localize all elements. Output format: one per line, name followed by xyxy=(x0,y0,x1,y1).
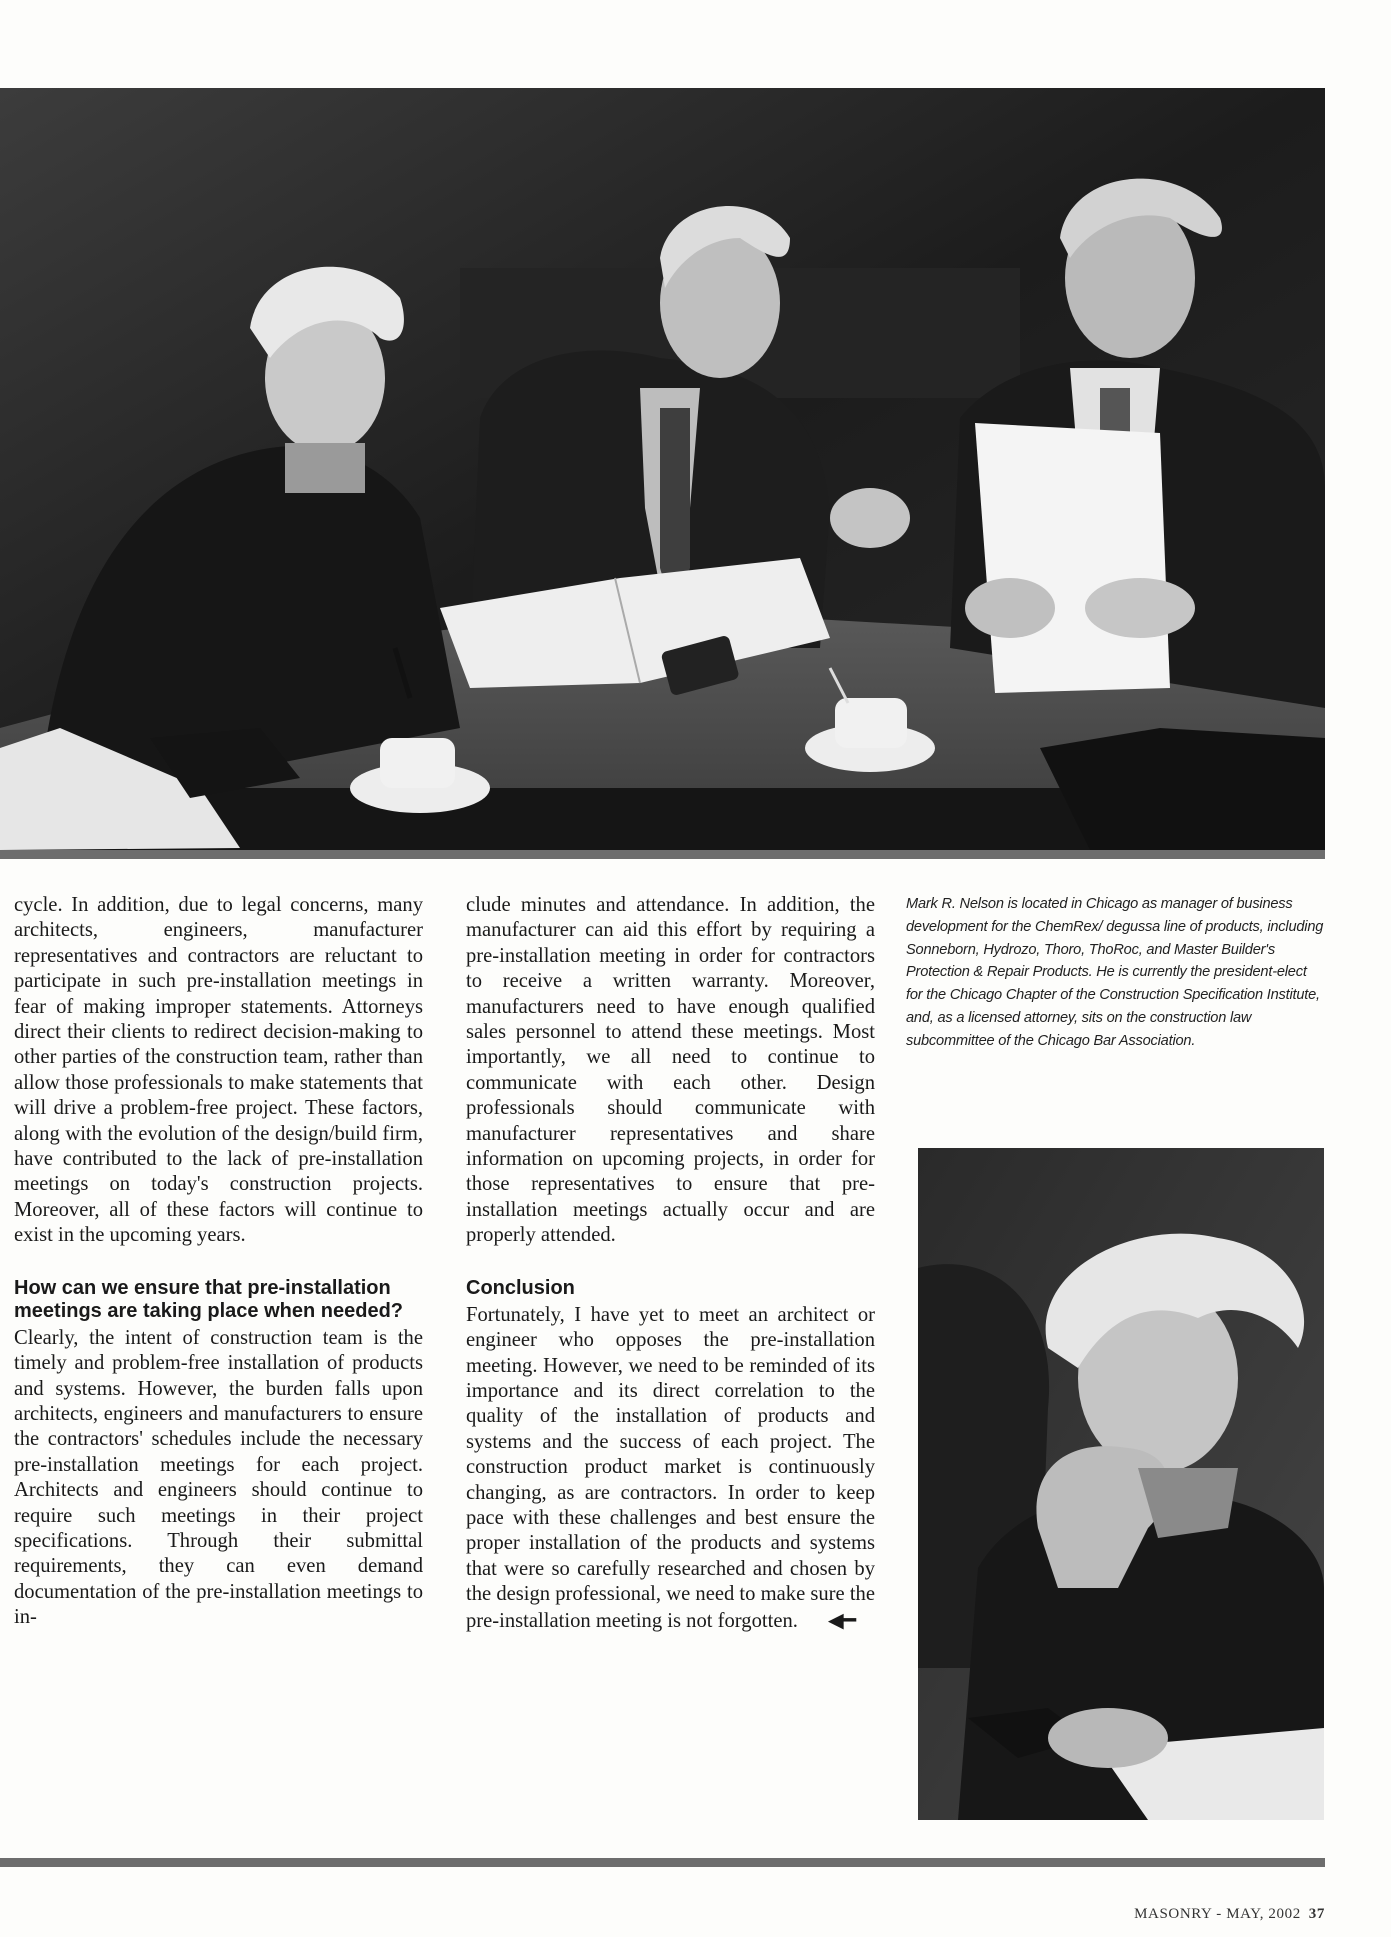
end-of-article-icon: ◀━ xyxy=(827,1607,857,1632)
col1-heading: How can we ensure that pre-installation meetings are taking place when needed? xyxy=(14,1276,404,1322)
page-number: 37 xyxy=(1308,1906,1325,1922)
col2-paragraph-2-text: Fortunately, I have yet to meet an architect or engineer who opposes the pre-installation meeting. However, we need to be reminded of its importance and its direct correlation to the quality of the installation of products and systems and the success of each project. The construction product market is continuously changing, as are contractors. In order to keep pace with these challenges and best ensure the proper installation of the products and systems that were so carefully researched and chosen by the design professional, we need to make sure the pre-installation meeting is not forgotten. xyxy=(466,1303,875,1632)
column-1 xyxy=(14,893,423,1631)
col2-paragraph-2 xyxy=(466,1303,875,1634)
publication-info: MASONRY - MAY, 2002 xyxy=(1134,1906,1301,1922)
portrait-photo xyxy=(918,1148,1324,1820)
column-3 xyxy=(906,893,1326,1053)
col1-paragraph-1: cycle. In addition, due to legal concerns, many architects, engineers, manufacturer representatives and contractors are reluctant to participate in such pre-installation meetings in fear of making improper statements. Attorneys direct their clients to redirect decision-making to other parties of the construction team, rather than allow those professionals to make statements that will drive a problem-free project. These factors, along with the evolution of the design/build firm, have contributed to the lack of pre-installation meetings on today's construction projects. Moreover, all of these factors will continue to exist in the upcoming years. xyxy=(14,894,423,1247)
bottom-divider-rule xyxy=(0,1858,1325,1867)
author-bio: Mark R. Nelson is located in Chicago as manager of business development for the ChemRex/ degussa line of products, including Sonneborn, Hydrozo, Thoro, ThoRoc, and Master Builder's Protection & Repair Products. He is currently the president-elect for the Chicago Chapter of the Construction Specification Institute, and, as a licensed attorney, sits on the construction law subcommittee of the Chicago Bar Association. xyxy=(906,896,1324,1049)
meeting-photo xyxy=(0,88,1325,850)
top-divider-rule xyxy=(0,850,1325,859)
col1-paragraph-2: Clearly, the intent of construction team is the timely and problem-free installation of products and systems. However, the burden falls upon architects, engineers and manufacturers to ensure the contractors' schedules include the necessary pre-installation meetings for each project. Architects and engineers should continue to require such meetings in their project specifications. Through their submittal requirements, they can even demand documentation of the pre-installation meetings to in- xyxy=(14,1326,423,1629)
conclusion-heading: Conclusion xyxy=(466,1276,575,1299)
col2-paragraph-1: clude minutes and attendance. In addition, the manufacturer can aid this effort by requiring a pre-installation meeting in order for contractors to receive a written warranty. Moreover, manufacturers need to have enough qualified sales personnel to attend these meetings. Most importantly, we all need to continue to communicate with each other. Design professionals should communicate with manufacturer representatives and share information on upcoming projects, in order for those representatives to ensure that pre-installation meetings actually occur and are properly attended. xyxy=(466,894,875,1247)
column-2 xyxy=(466,893,875,1634)
page-footer xyxy=(1134,1906,1325,1923)
